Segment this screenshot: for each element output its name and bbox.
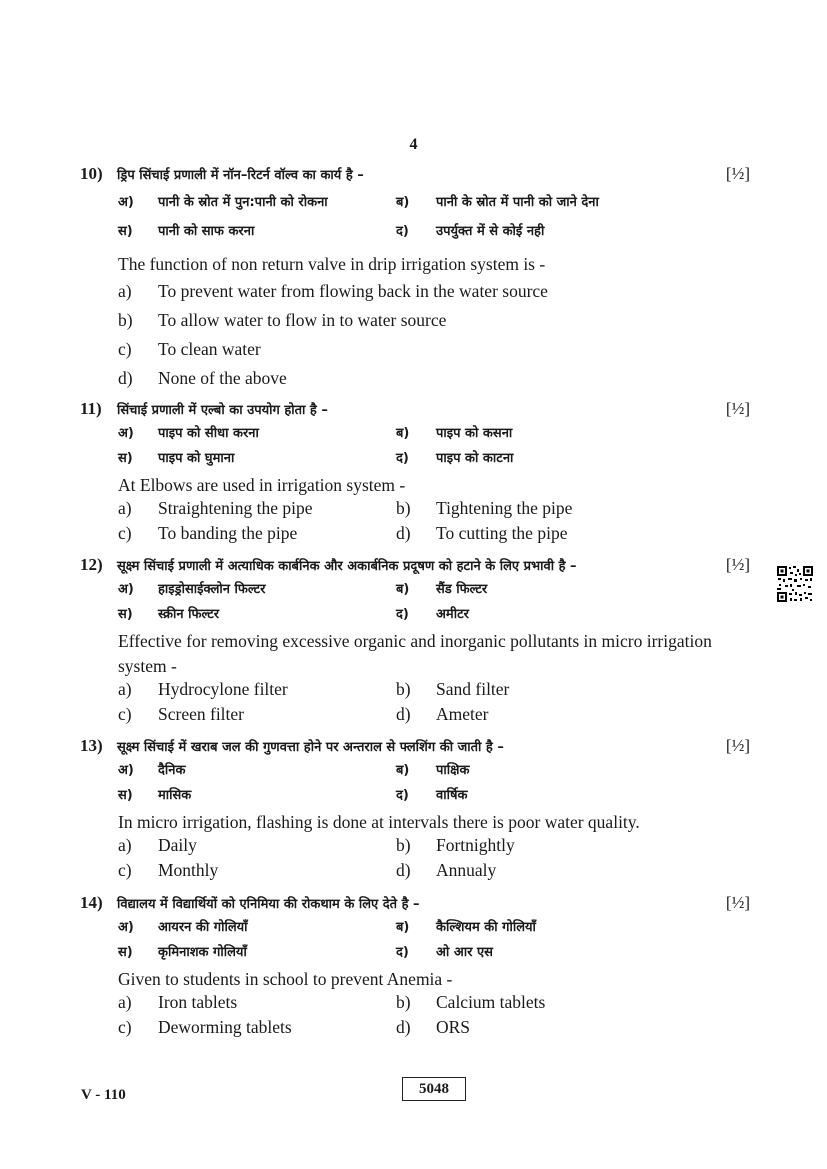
option-text: To cutting the pipe bbox=[436, 523, 568, 543]
hindi-options-row bbox=[80, 448, 750, 473]
option-text: पानी के स्रोत में पुन:पानी को रोकना bbox=[158, 195, 328, 210]
marks: [½] bbox=[725, 736, 750, 755]
option-text: सैंड फिल्टर bbox=[436, 582, 488, 597]
option-label: अ) bbox=[118, 426, 134, 441]
question-10 bbox=[80, 164, 750, 397]
option-text: पाइप को सीधा करना bbox=[158, 426, 259, 441]
option-label: d) bbox=[396, 860, 411, 880]
option-text: अमीटर bbox=[436, 607, 469, 622]
option-text: कृमिनाशक गोलियाँ bbox=[158, 945, 247, 960]
page-code-box: 5048 bbox=[402, 1077, 466, 1101]
question-12 bbox=[80, 555, 750, 729]
question-english: Given to students in school to prevent Anemia - bbox=[118, 969, 453, 989]
option-label: स) bbox=[118, 224, 133, 239]
option-label: स) bbox=[118, 451, 133, 466]
hindi-options-row bbox=[80, 192, 750, 221]
option-label: ब) bbox=[396, 582, 410, 597]
marks: [½] bbox=[725, 164, 750, 183]
english-options-row bbox=[80, 1017, 750, 1042]
option-text: हाइड्रोसाईक्लोन फिल्टर bbox=[158, 582, 266, 597]
option-text: स्क्रीन फिल्टर bbox=[158, 607, 220, 622]
qr-code-icon bbox=[776, 565, 814, 603]
option-text: वार्षिक bbox=[436, 788, 468, 803]
option-text: मासिक bbox=[158, 788, 192, 803]
question-english: At Elbows are used in irrigation system - bbox=[118, 475, 406, 495]
question-number: 13) bbox=[80, 736, 103, 755]
option-text: पाइप को काटना bbox=[436, 451, 514, 466]
option-text: Monthly bbox=[158, 860, 219, 880]
option-label: c) bbox=[118, 1017, 132, 1037]
hindi-options-row bbox=[80, 423, 750, 448]
english-option bbox=[80, 281, 750, 310]
question-english: Effective for removing excessive organic and inorganic pollutants in micro irrigation system - bbox=[118, 631, 712, 676]
option-label: c) bbox=[118, 339, 132, 359]
option-text: पानी के स्रोत में पानी को जाने देना bbox=[436, 195, 599, 210]
option-text: Sand filter bbox=[436, 679, 510, 699]
option-label: b) bbox=[396, 992, 411, 1012]
option-label: a) bbox=[118, 992, 132, 1012]
paper-code: V - 110 bbox=[81, 1087, 126, 1103]
question-number: 11) bbox=[80, 399, 102, 418]
option-text: Tightening the pipe bbox=[436, 498, 573, 518]
hindi-options-row bbox=[80, 917, 750, 942]
option-text: To prevent water from flowing back in the water source bbox=[158, 281, 548, 301]
question-english: The function of non return valve in drip irrigation system is - bbox=[118, 254, 546, 274]
question-11 bbox=[80, 399, 750, 548]
option-text: Annualy bbox=[436, 860, 497, 880]
option-label: द) bbox=[396, 451, 409, 466]
question-number: 12) bbox=[80, 555, 103, 574]
english-options-row bbox=[80, 992, 750, 1017]
question-hindi: सिंचाई प्रणाली में एल्बो का उपयोग होता है – bbox=[117, 403, 328, 418]
option-text: पाक्षिक bbox=[436, 763, 470, 778]
option-label: स) bbox=[118, 945, 133, 960]
option-label: b) bbox=[118, 310, 133, 330]
option-label: द) bbox=[396, 788, 409, 803]
option-label: अ) bbox=[118, 920, 134, 935]
option-label: a) bbox=[118, 498, 132, 518]
english-options-row bbox=[80, 835, 750, 860]
question-english: In micro irrigation, flashing is done at intervals there is poor water quality. bbox=[118, 812, 640, 832]
option-label: ब) bbox=[396, 763, 410, 778]
option-label: d) bbox=[118, 368, 133, 388]
option-text: पाइप को कसना bbox=[436, 426, 513, 441]
english-option bbox=[80, 339, 750, 368]
option-text: Calcium tablets bbox=[436, 992, 546, 1012]
option-label: द) bbox=[396, 607, 409, 622]
option-label: अ) bbox=[118, 195, 134, 210]
english-options-row bbox=[80, 860, 750, 885]
marks: [½] bbox=[725, 399, 750, 418]
option-label: a) bbox=[118, 281, 132, 301]
option-label: b) bbox=[396, 679, 411, 699]
option-text: दैनिक bbox=[158, 763, 186, 778]
question-number: 14) bbox=[80, 893, 103, 912]
option-label: द) bbox=[396, 945, 409, 960]
option-label: स) bbox=[118, 607, 133, 622]
option-label: स) bbox=[118, 788, 133, 803]
option-text: Hydrocylone filter bbox=[158, 679, 288, 699]
option-text: To clean water bbox=[158, 339, 261, 359]
option-label: द) bbox=[396, 224, 409, 239]
option-text: पाइप को घुमाना bbox=[158, 451, 235, 466]
option-label: ब) bbox=[396, 920, 410, 935]
option-label: अ) bbox=[118, 582, 134, 597]
option-label: b) bbox=[396, 498, 411, 518]
option-text: None of the above bbox=[158, 368, 287, 388]
question-hindi: ड्रिप सिंचाई प्रणाली में नॉन–रिटर्न वॉल्व का कार्य है – bbox=[117, 168, 364, 183]
option-text: ORS bbox=[436, 1017, 471, 1037]
english-option bbox=[80, 368, 750, 397]
option-label: b) bbox=[396, 835, 411, 855]
english-options-row bbox=[80, 498, 750, 523]
option-label: c) bbox=[118, 523, 132, 543]
question-13 bbox=[80, 736, 750, 885]
option-text: Deworming tablets bbox=[158, 1017, 292, 1037]
english-option bbox=[80, 310, 750, 339]
marks: [½] bbox=[725, 893, 750, 912]
option-text: कैल्शियम की गोलियाँ bbox=[436, 920, 536, 935]
marks: [½] bbox=[725, 555, 750, 574]
english-options-row bbox=[80, 704, 750, 729]
option-label: अ) bbox=[118, 763, 134, 778]
option-label: c) bbox=[118, 704, 132, 724]
option-label: ब) bbox=[396, 426, 410, 441]
option-text: उपर्युक्त में से कोई नही bbox=[436, 224, 545, 239]
option-text: Ameter bbox=[436, 704, 489, 724]
hindi-options-row bbox=[80, 942, 750, 967]
option-text: Daily bbox=[158, 835, 197, 855]
option-text: Fortnightly bbox=[436, 835, 515, 855]
option-label: c) bbox=[118, 860, 132, 880]
option-text: To banding the pipe bbox=[158, 523, 298, 543]
hindi-options-row bbox=[80, 579, 750, 604]
option-text: पानी को साफ करना bbox=[158, 224, 255, 239]
option-label: d) bbox=[396, 1017, 411, 1037]
hindi-options-row bbox=[80, 785, 750, 810]
option-label: d) bbox=[396, 523, 411, 543]
option-text: Straightening the pipe bbox=[158, 498, 313, 518]
question-number: 10) bbox=[80, 164, 103, 183]
english-options-row bbox=[80, 523, 750, 548]
question-hindi: विद्यालय में विद्यार्थियों को एनिमिया की रोकथाम के लिए देते है – bbox=[117, 897, 420, 912]
question-hindi: सूक्ष्म सिंचाई में खराब जल की गुणवत्ता होने पर अन्तराल से फ्लशिंग की जाती है – bbox=[117, 740, 504, 755]
option-text: To allow water to flow in to water source bbox=[158, 310, 447, 330]
option-label: d) bbox=[396, 704, 411, 724]
hindi-options-row bbox=[80, 221, 750, 250]
option-label: a) bbox=[118, 679, 132, 699]
option-text: Iron tablets bbox=[158, 992, 238, 1012]
page-number: 4 bbox=[409, 136, 418, 153]
hindi-options-row bbox=[80, 604, 750, 629]
question-hindi: सूक्ष्म सिंचाई प्रणाली में अत्याधिक कार्बनिक और अकार्बनिक प्रदूषण को हटाने के लिए प्रभावी है – bbox=[117, 559, 577, 574]
option-text: आयरन की गोलियाँ bbox=[158, 920, 248, 935]
option-text: Screen filter bbox=[158, 704, 244, 724]
question-14 bbox=[80, 893, 750, 1042]
option-label: a) bbox=[118, 835, 132, 855]
option-text: ओ आर एस bbox=[436, 945, 493, 960]
option-label: ब) bbox=[396, 195, 410, 210]
english-options-row bbox=[80, 679, 750, 704]
hindi-options-row bbox=[80, 760, 750, 785]
